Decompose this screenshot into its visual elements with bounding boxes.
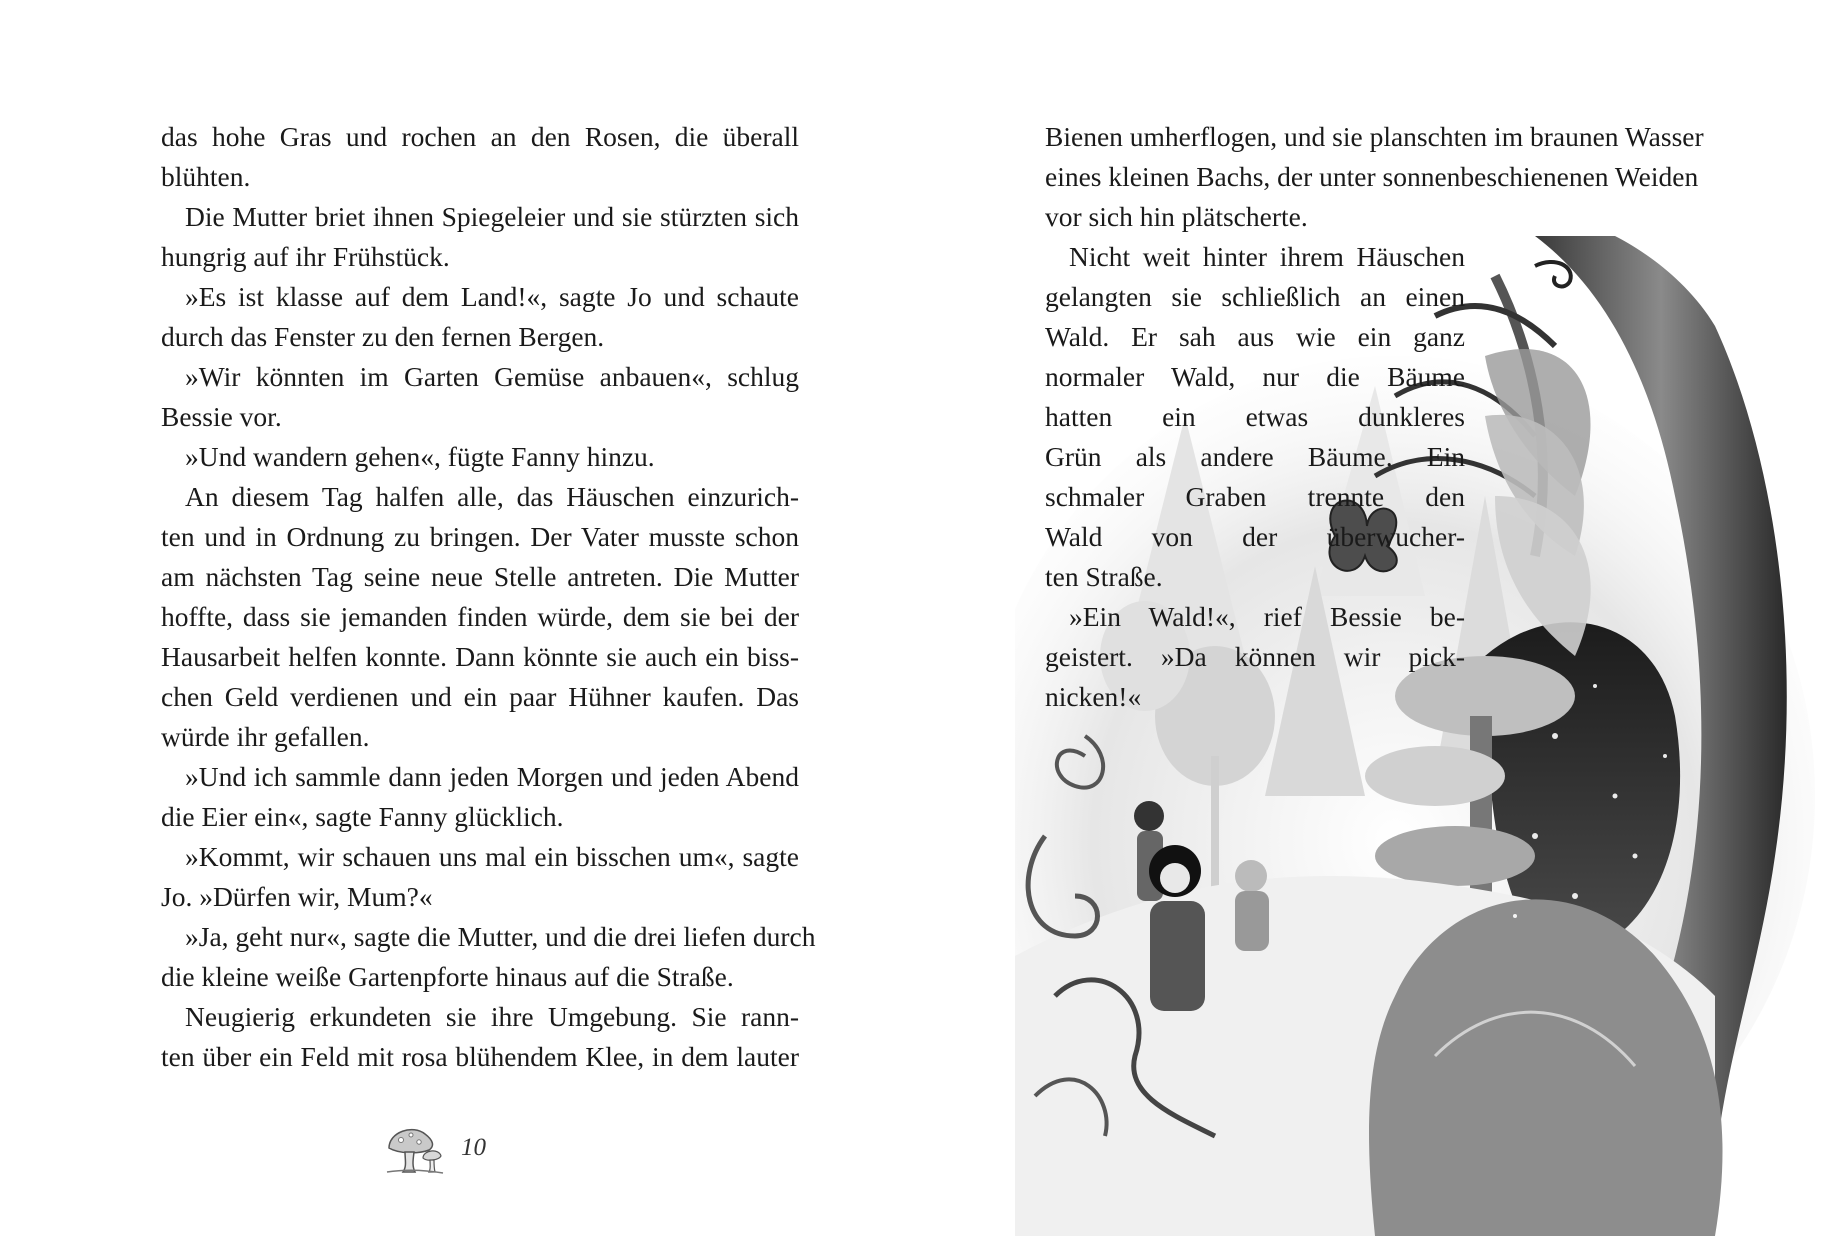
text-line: würde ihr gefallen.: [161, 721, 370, 752]
text-line: die Eier ein«, sagte Fanny glücklich.: [161, 801, 564, 832]
text-line: schmaler Graben trennte den: [1045, 481, 1465, 512]
text-line: ten über ein Feld mit rosa blühendem Klee, in dem lauter: [161, 1041, 799, 1072]
text-line: Grün als andere Bäume. Ein: [1045, 441, 1465, 472]
text-line: An diesem Tag halfen alle, das Häuschen einzurich-: [185, 481, 799, 512]
text-line: Nicht weit hinter ihrem Häuschen: [1069, 241, 1465, 272]
text-line: hatten ein etwas dunkleres: [1045, 401, 1465, 432]
text-line: durch das Fenster zu den fernen Bergen.: [161, 321, 605, 352]
text-line: »Ja, geht nur«, sagte die Mutter, und die drei liefen durch: [185, 921, 816, 952]
text-line: Wald von der überwucher-: [1045, 521, 1465, 552]
text-line: Bessie vor.: [161, 401, 282, 432]
text-line: hungrig auf ihr Frühstück.: [161, 241, 450, 272]
text-line: Jo. »Dürfen wir, Mum?«: [161, 881, 433, 912]
text-line: am nächsten Tag seine neue Stelle antreten. Die Mutter: [161, 561, 799, 592]
text-line: blühten.: [161, 161, 251, 192]
page-footer: [383, 1120, 486, 1176]
text-line: »Es ist klasse auf dem Land!«, sagte Jo und schaute: [185, 281, 799, 312]
text-line: vor sich hin plätscherte.: [1045, 201, 1308, 232]
right-page-text-top: [1045, 117, 1704, 237]
text-line: ten Straße.: [1045, 561, 1163, 592]
left-page-text: [161, 117, 816, 1077]
text-line: Die Mutter briet ihnen Spiegeleier und sie stürzten sich: [185, 201, 799, 232]
text-line: Hausarbeit helfen konnte. Dann könnte sie auch ein biss-: [161, 641, 799, 672]
right-page: [915, 0, 1831, 1240]
text-line: die kleine weiße Gartenpforte hinaus auf die Straße.: [161, 961, 734, 992]
text-line: eines kleinen Bachs, der unter sonnenbeschienenen Weiden: [1045, 161, 1699, 192]
text-line: hoffte, dass sie jemanden finden würde, dem sie bei der: [161, 601, 799, 632]
text-line: geistert. »Da können wir pick-: [1045, 641, 1465, 672]
page-number: 10: [461, 1134, 486, 1161]
text-line: »Wir könnten im Garten Gemüse anbauen«, schlug: [185, 361, 799, 392]
text-line: Wald. Er sah aus wie ein ganz: [1045, 321, 1465, 352]
text-line: ten und in Ordnung zu bringen. Der Vater musste schon: [161, 521, 799, 552]
mushroom-icon: [383, 1120, 447, 1176]
text-line: »Ein Wald!«, rief Bessie be-: [1069, 601, 1465, 632]
left-page: [0, 0, 915, 1240]
text-line: chen Geld verdienen und ein paar Hühner kaufen. Das: [161, 681, 799, 712]
text-line: »Und wandern gehen«, fügte Fanny hinzu.: [185, 441, 655, 472]
text-line: »Kommt, wir schauen uns mal ein bisschen um«, sagte: [185, 841, 799, 872]
text-line: nicken!«: [1045, 681, 1142, 712]
text-line: Neugierig erkundeten sie ihre Umgebung. Sie rann-: [185, 1001, 799, 1032]
text-line: normaler Wald, nur die Bäume: [1045, 361, 1465, 392]
text-line: das hohe Gras und rochen an den Rosen, die überall: [161, 121, 799, 152]
text-line: gelangten sie schließlich an einen: [1045, 281, 1465, 312]
text-line: Bienen umherflogen, und sie planschten im braunen Wasser: [1045, 121, 1704, 152]
text-line: »Und ich sammle dann jeden Morgen und jeden Abend: [185, 761, 799, 792]
right-page-text-column: [1045, 237, 1465, 717]
